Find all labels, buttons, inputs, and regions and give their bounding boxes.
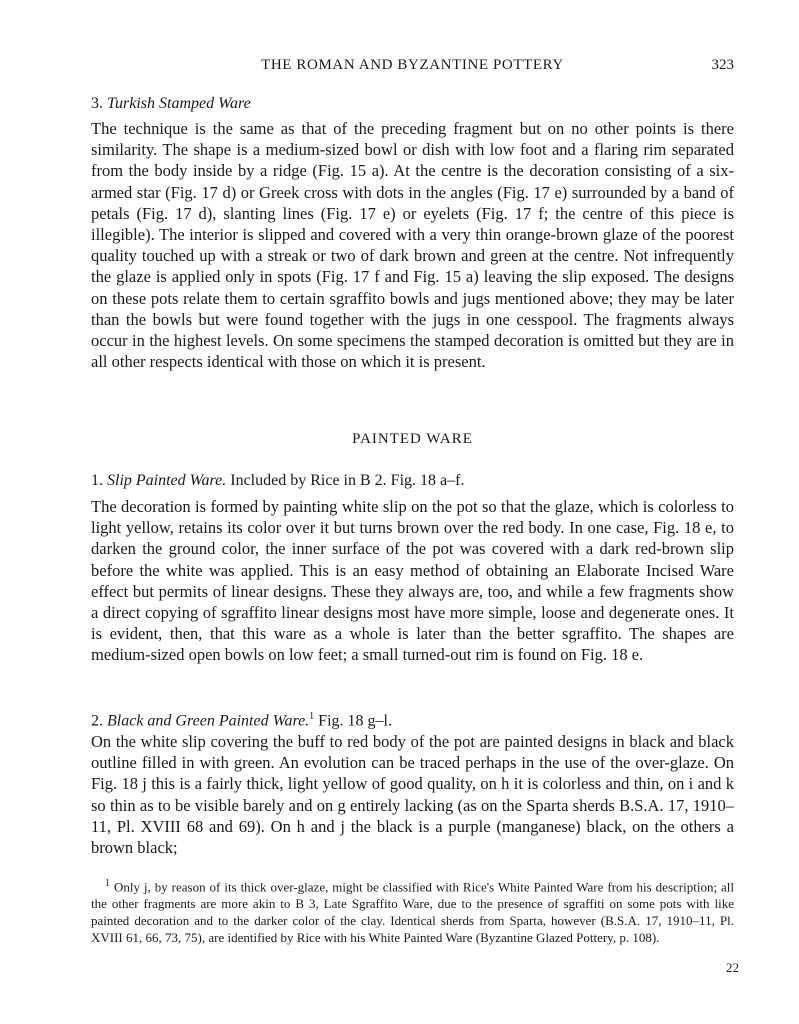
- section-2-title: Black and Green Painted Ware.: [107, 712, 310, 730]
- section-1-title: Slip Painted Ware.: [107, 472, 227, 489]
- footnote-text: Only j, by reason of its thick over-glaze, might be classified with Rice's White Painted Ware from his description; all the other fragments are more akin to B 3, Late Sgraffito Ware, due to the presence of sgraffiti on some pots with like painted decoration and to the darker color of the clay. Identical sherds from Sparta, however (B.S.A. 17, 1910–11, Pl. XVIII 61, 66, 73, 75), are identified by Rice with his White Painted Ware (Byzantine Glazed Pottery, p. 108).: [91, 879, 734, 945]
- section-2-heading: [91, 706, 392, 731]
- section-2-number: 2.: [91, 712, 103, 730]
- section-1-number: 1.: [91, 472, 103, 489]
- footnote: [91, 876, 734, 947]
- painted-ware-heading: PAINTED WARE: [352, 431, 473, 447]
- footnote-ref: 1: [309, 711, 315, 722]
- section-1-heading: [91, 470, 464, 491]
- section-1-subtitle: Included by Rice in B 2. Fig. 18 a–f.: [230, 472, 465, 489]
- page-header: [91, 57, 734, 77]
- section-3-title: Turkish Stamped Ware: [107, 95, 251, 112]
- running-title: THE ROMAN AND BYZANTINE POTTERY: [261, 57, 564, 73]
- signature-mark: 22: [726, 960, 739, 975]
- section-3-number: 3.: [91, 95, 103, 112]
- section-1-paragraph: The decoration is formed by painting white slip on the pot so that the glaze, which is colorless to light yellow, retains its color over it but turns brown over the red body. In one case, Fig. 18 e, to darken the ground color, the inner surface of the pot was covered with a dark red-brown slip before the white was applied. This is an easy method of obtaining an Elaborate Incised Ware effect but permits of linear designs. These they always are, too, and while a few fragments show a direct copying of sgraffito linear designs most have more simple, loose and degenerate ones. It is evident, then, that this ware as a whole is later than the better sgraffito. The shapes are medium-sized open bowls on low feet; a small turned-out rim is found on Fig. 18 e.: [91, 497, 734, 665]
- section-3-paragraph: The technique is the same as that of the preceding fragment but on no other points is there similarity. The shape is a medium-sized bowl or dish with low foot and a flaring rim separated from the body inside by a ridge (Fig. 15 a). At the centre is the decoration consisting of a six-armed star (Fig. 17 d) or Greek cross with dots in the angles (Fig. 17 e) surrounded by a band of petals (Fig. 17 d), slanting lines (Fig. 17 e) or eyelets (Fig. 17 f; the centre of this piece is illegible). The interior is slipped and covered with a very thin orange-brown glaze of the poorest quality touched up with a streak or two of dark brown and green at the centre. Not infrequently the glaze is applied only in spots (Fig. 17 f and Fig. 15 a) leaving the slip exposed. The designs on these pots relate them to certain sgraffito bowls and jugs mentioned above; they may be later than the bowls but were found together with the jugs in one cesspool. The fragments always occur in the highest levels. On some specimens the stamped decoration is omitted but they are in all other respects identical with those on which it is present.: [91, 119, 734, 372]
- section-2-subtitle: Fig. 18 g–l.: [318, 712, 392, 730]
- section-3-heading: [91, 93, 251, 114]
- page-number: 323: [711, 57, 734, 73]
- footnote-mark: 1: [105, 878, 110, 889]
- section-2-paragraph: On the white slip covering the buff to red body of the pot are painted designs in black and black outline filled in with green. An evolution can be traced perhaps in the use of the over-glaze. On Fig. 18 j this is a fairly thick, light yellow of good quality, on h it is colorless and thin, on i and k so thin as to be visible barely and on g entirely lacking (as on the Sparta sherds B.S.A. 17, 1910–11, Pl. XVIII 68 and 69). On h and j the black is a purple (manganese) black, on the others a brown black;: [91, 732, 734, 858]
